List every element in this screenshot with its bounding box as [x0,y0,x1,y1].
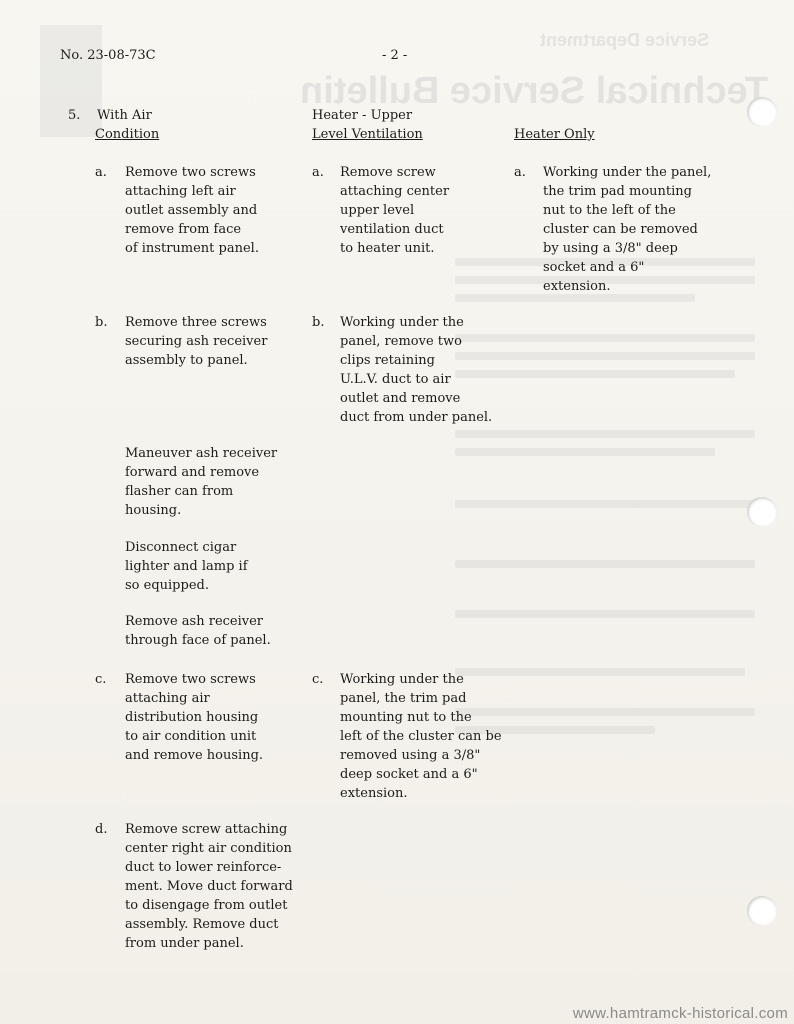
col1-item-b-step2-text: Maneuver ash receiver forward and remove flasher can from housing. [125,446,278,518]
col1-number: 5. [68,108,81,123]
bleed-through-line [455,560,755,568]
col1-title-line1: With Air [97,108,152,123]
bleed-through-title: Technical Service Bulletin [300,70,769,112]
col2-title-line1: Heater - Upper [312,108,413,123]
col2-heading [312,106,423,144]
col1-item-d-text: Remove screw attaching center right air condition duct to lower reinforce- ment. Move duct forward to disengage from outlet assembly. Remove duct from under panel. [125,822,293,951]
site-watermark: www.hamtramck-historical.com [572,1005,788,1022]
col3-heading [514,125,595,144]
col2-item-b [312,313,492,427]
col1-item-d-letter: d. [95,822,108,837]
bleed-through-line [455,370,735,378]
bleed-through-line [455,334,755,342]
col2-item-c-text: Working under the panel, the trim pad mounting nut to the left of the cluster can be removed using a 3/8" deep socket and a 6" extension. [340,672,502,801]
col1-item-c [95,670,263,765]
col2-item-b-letter: b. [312,315,325,330]
bleed-through-line [455,610,755,618]
col1-item-c-text: Remove two screws attaching air distribution housing to air condition unit and remove housing. [125,672,264,763]
col2-item-c [312,670,502,803]
col1-item-a-text: Remove two screws attaching left air outlet assembly and remove from face of instrument panel. [125,165,259,256]
col2-item-a-letter: a. [312,165,324,180]
col1-item-c-letter: c. [95,672,107,687]
col1-item-d [95,820,293,953]
col1-item-b-step4-text: Remove ash receiver through face of panel. [125,614,271,648]
bleed-through-line [455,500,755,508]
punch-hole-middle [747,497,777,527]
col1-item-b-step2 [125,444,277,520]
col1-heading [68,106,160,142]
col1-item-b-letter: b. [95,315,108,330]
col2-item-a [312,163,449,258]
col1-item-a-letter: a. [95,165,107,180]
bleed-through-line [455,430,755,438]
col1-item-b-step3-text: Disconnect cigar lighter and lamp if so equipped. [125,540,248,593]
bleed-through-department: Service Department [540,30,710,50]
page-number: - 2 - [382,48,408,63]
col3-item-a [514,163,711,296]
col1-item-a [95,163,259,258]
col1-item-b-text: Remove three screws securing ash receiver assembly to panel. [125,315,268,368]
bleed-through-line [455,448,715,456]
col3-item-a-text: Working under the panel, the trim pad mounting nut to the left of the cluster can be removed by using a 3/8" deep socket and a 6" extension. [543,165,712,294]
col1-title-line2: Condition [95,127,160,142]
col1-item-b-step3 [125,538,248,595]
document-number: No. 23-08-73C [60,48,156,63]
col2-item-a-text: Remove screw attaching center upper level ventilation duct to heater unit. [340,165,450,256]
bleed-through-line [455,352,755,360]
col3-item-a-letter: a. [514,165,526,180]
col2-item-b-text: Working under the panel, remove two clips retaining U.L.V. duct to air outlet and remove duct from under panel. [340,315,493,425]
col3-title-line1: Heater Only [514,127,595,142]
punch-hole-top [747,97,777,127]
col2-item-c-letter: c. [312,672,324,687]
col1-item-b-step4 [125,612,271,650]
punch-hole-bottom [747,896,777,926]
col1-item-b [95,313,267,370]
col2-title-line2: Level Ventilation [312,127,423,142]
